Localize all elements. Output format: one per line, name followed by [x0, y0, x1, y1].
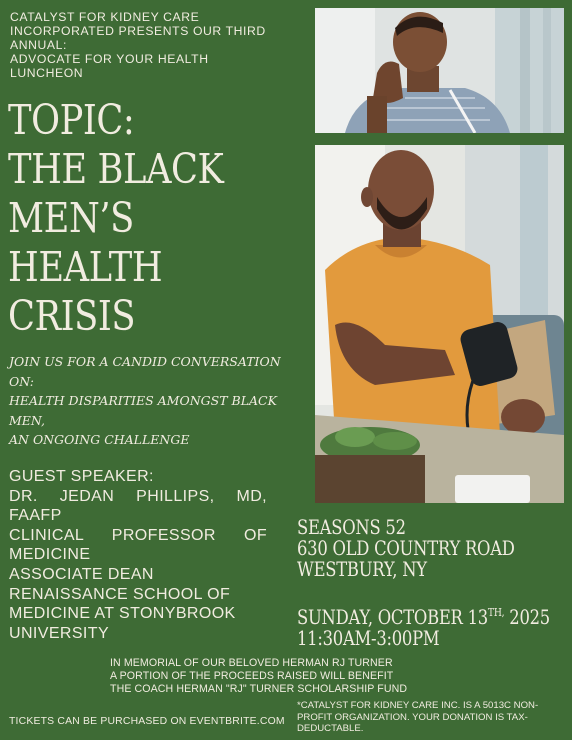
topic-line: THE BLACK — [8, 145, 224, 193]
venue-line: WESTBURY, NY — [297, 558, 427, 581]
topic-line: HEALTH — [8, 243, 163, 291]
event-day: SUNDAY, OCTOBER 13 — [297, 606, 488, 629]
event-date — [297, 602, 550, 629]
join-line: JOIN US FOR A CANDID CONVERSATION — [9, 354, 281, 369]
topic-line: TOPIC: — [8, 96, 135, 144]
nonprofit-note — [297, 700, 567, 735]
guest-speaker-info — [9, 467, 267, 643]
guest-line: MEDICINE AT STONYBROOK — [9, 605, 236, 623]
guest-line: GUEST SPEAKER: — [9, 468, 154, 485]
intro-text — [10, 10, 300, 80]
guest-line: MEDICINE — [9, 546, 91, 564]
guest-line: DR. JEDAN PHILLIPS, MD, — [9, 487, 267, 505]
memorial-line: THE COACH HERMAN "RJ" TURNER SCHOLARSHIP FUND — [110, 683, 408, 695]
intro-line: ANNUAL: — [10, 38, 68, 52]
guest-line: FAAFP — [9, 507, 62, 525]
guest-line: RENAISSANCE SCHOOL OF — [9, 585, 231, 603]
tickets-info: TICKETS CAN BE PURCHASED ON EVENTBRITE.COM — [9, 716, 285, 727]
intro-line: CATALYST FOR KIDNEY CARE — [10, 10, 200, 24]
venue-line: SEASONS 52 — [297, 516, 406, 539]
guest-line: ASSOCIATE DEAN — [9, 565, 154, 583]
memorial-line: IN MEMORIAL OF OUR BELOVED HERMAN RJ TURNER — [110, 657, 393, 669]
join-line: MEN, — [9, 412, 46, 428]
conversation-description — [9, 352, 309, 450]
venue-line: 630 OLD COUNTRY ROAD — [297, 537, 515, 560]
event-year: 2025 — [509, 606, 550, 629]
memorial-text — [110, 657, 440, 696]
date-suffix: TH, — [487, 606, 505, 619]
join-line: ON: — [9, 373, 34, 389]
photo-man-checking-blood-pressure — [315, 145, 564, 503]
intro-line: ADVOCATE FOR YOUR HEALTH — [10, 52, 209, 66]
guest-line: CLINICAL PROFESSOR OF — [9, 526, 267, 544]
topic-line: MEN’S — [8, 194, 134, 242]
venue-address — [297, 517, 524, 580]
intro-line: LUNCHEON — [10, 66, 84, 80]
intro-line: INCORPORATED PRESENTS OUR THIRD — [10, 24, 266, 38]
topic-heading — [8, 96, 266, 341]
note-line: DEDUCTABLE. — [297, 723, 364, 734]
join-line: AN ONGOING CHALLENGE — [9, 432, 190, 447]
topic-line: CRISIS — [8, 292, 136, 340]
photo-man-in-hospital-gown — [315, 8, 564, 133]
event-time: 11:30AM-3:00PM — [297, 627, 440, 650]
event-date-time — [297, 602, 550, 650]
note-line: PROFIT ORGANIZATION. YOUR DONATION IS TAX- — [297, 711, 528, 723]
guest-line: UNIVERSITY — [9, 624, 110, 642]
join-line: HEALTH DISPARITIES AMONGST BLACK — [9, 393, 277, 408]
note-line: *CATALYST FOR KIDNEY CARE INC. IS A 5013C NON- — [297, 700, 539, 711]
memorial-line: A PORTION OF THE PROCEEDS RAISED WILL BENEFIT — [110, 670, 394, 682]
